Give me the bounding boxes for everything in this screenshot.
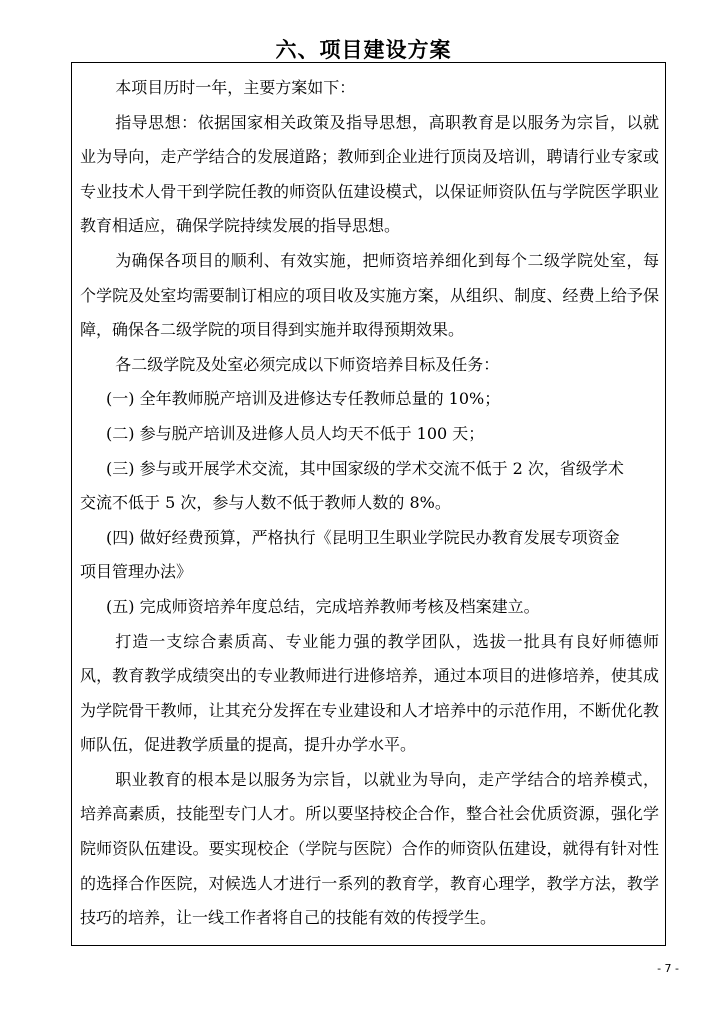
page-title: 六、项目建设方案 bbox=[275, 38, 452, 62]
paragraph-vocational: 职业教育的根本是以服务为宗旨，以就业为导向，走产学结合的培养模式，培养高素质，技能型专门人才。所以要坚持校企合作，整合社会优质资源，强化学院师资队伍建设。要实现校企（学院与医院）合作的师资队伍建设，就得有针对性的选择合作医院，对候选人才进行一系列的教育学，教育心理学，教学方法，教学技巧的培养，让一线工作者将自己的技能有效的传授学生。 bbox=[80, 769, 659, 928]
list-item-1: (一) 全年教师脱产培训及进修达专任教师总量的 10%； bbox=[106, 389, 501, 409]
page-number: - 7 - bbox=[657, 962, 679, 975]
list-item-4-line2: 项目管理办法》 bbox=[80, 562, 193, 582]
paragraph-intro: 本项目历时一年，主要方案如下： bbox=[115, 78, 356, 97]
list-item-5: (五) 完成师资培养年度总结，完成培养教师考核及档案建立。 bbox=[106, 596, 540, 616]
list-item-4-line1: (四) 做好经费预算，严格执行《昆明卫生职业学院民办教育发展专项资金 bbox=[106, 527, 620, 547]
list-item-2: (二) 参与脱产培训及进修人员人均天不低于 100 天； bbox=[106, 423, 485, 443]
paragraph-targets-intro: 各二级学院及处室必须完成以下师资培养目标及任务： bbox=[115, 354, 500, 374]
paragraph-team: 打造一支综合素质高、专业能力强的教学团队，选拔一批具有良好师德师风，教育教学成绩突出的专业教师进行进修培养，通过本项目的进修培养，使其成为学院骨干教师，让其充分发挥在专业建设和人才培养中的示范作用，不断优化教师队伍，促进教学质量的提高，提升办学水平。 bbox=[80, 631, 659, 755]
content-frame bbox=[71, 62, 666, 946]
paragraph-implementation: 为确保各项目的顺利、有效实施，把师资培养细化到每个二级学院处室，每个学院及处室均需要制订相应的项目收及实施方案，从组织、制度、经费上给予保障，确保各二级学院的项目得到实施并取得预期效果。 bbox=[80, 250, 659, 340]
content-body bbox=[80, 71, 659, 936]
list-item-3-line1: (三) 参与或开展学术交流，其中国家级的学术交流不低于 2 次，省级学术 bbox=[106, 458, 624, 478]
list-item-3-line2: 交流不低于 5 次，参与人数不低于教师人数的 8%。 bbox=[80, 493, 451, 513]
paragraph-guiding-idea: 指导思想：依据国家相关政策及指导思想，高职教育是以服务为宗旨，以就业为导向，走产学结合的发展道路；教师到企业进行顶岗及培训，聘请行业专家或专业技术人骨干到学院任教的师资队伍建设模式，以保证师资队伍与学院医学职业教育相适应，确保学院持续发展的指导思想。 bbox=[80, 112, 659, 236]
